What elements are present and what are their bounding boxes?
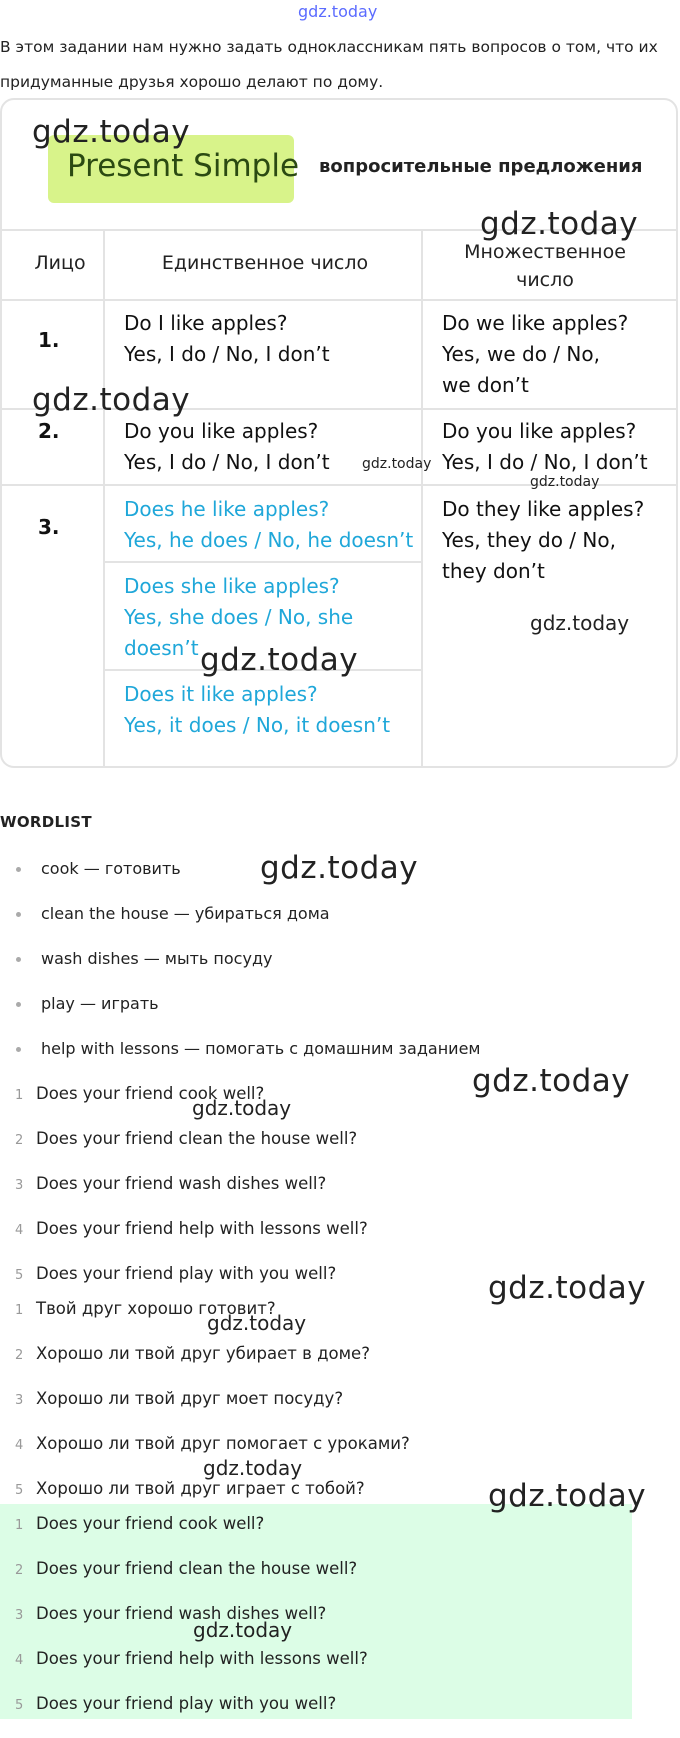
list-item: 4 Does your friend help with lessons well? [15, 1649, 368, 1668]
watermark: gdz.today [192, 1096, 292, 1120]
singular-cell-he: Does he like apples? Yes, he does / No, he doesn’t [124, 497, 414, 552]
present-simple-label: Present Simple [67, 148, 300, 184]
list-item: 1 Does your friend cook well? [15, 1514, 265, 1533]
list-item: 5 Does your friend play with you well? [15, 1694, 337, 1713]
list-item: 1 Твой друг хорошо готовит? [15, 1299, 276, 1318]
watermark: gdz.today [203, 1456, 303, 1480]
watermark: gdz.today [362, 456, 432, 472]
list-item: cook — готовить [0, 858, 480, 903]
singular-cell-1: Do I like apples? Yes, I do / No, I don’t [124, 311, 330, 366]
list-item: play — играть [0, 993, 480, 1038]
grammar-subtitle: вопросительные предложения [319, 156, 643, 177]
bullet-icon [16, 867, 21, 872]
bullet-icon [16, 1047, 21, 1052]
list-item: 3 Does your friend wash dishes well? [15, 1174, 327, 1193]
wordlist-title: WORDLIST [0, 813, 92, 831]
watermark: gdz.today [530, 474, 600, 490]
table-divider [104, 561, 422, 563]
watermark: gdz.today [193, 1618, 293, 1642]
table-column-divider [103, 229, 105, 766]
questions-russian [0, 1298, 410, 1523]
row-number: 3. [38, 515, 60, 539]
list-item: wash dishes — мыть посуду [0, 948, 480, 993]
watermark-top: gdz.today [298, 2, 378, 21]
list-item: 4 Does your friend help with lessons well? [15, 1219, 368, 1238]
row-number: 1. [38, 328, 60, 352]
table-column-divider [421, 229, 423, 766]
list-item: 2 Does your friend clean the house well? [15, 1129, 358, 1148]
watermark: gdz.today [530, 611, 630, 635]
bullet-icon [16, 1002, 21, 1007]
list-item: 4 Хорошо ли твой друг помогает с уроками? [15, 1434, 410, 1453]
plural-cell-1: Do we like apples? Yes, we do / No, we don’t [442, 311, 629, 397]
list-item: 5 Does your friend play with you well? [15, 1264, 337, 1283]
header-person: Лицо [34, 252, 86, 274]
row-number: 2. [38, 419, 60, 443]
plural-cell-2: Do you like apples? Yes, I do / No, I don’t [442, 419, 648, 474]
wordlist [0, 858, 480, 1083]
list-item: help with lessons — помогать с домашним заданием [0, 1038, 480, 1083]
list-item: 1 Does your friend cook well? [15, 1084, 265, 1103]
list-item: 3 Хорошо ли твой друг моет посуду? [15, 1389, 344, 1408]
watermark: gdz.today [260, 850, 419, 886]
bullet-icon [16, 957, 21, 962]
list-item: 5 Хорошо ли твой друг играет с тобой? [15, 1479, 365, 1498]
watermark: gdz.today [207, 1311, 307, 1335]
header-singular: Единственное число [161, 252, 369, 274]
singular-cell-it: Does it like apples? Yes, it does / No, it doesn’t [124, 682, 391, 737]
questions-english [0, 1083, 368, 1308]
singular-cell-she: Does she like apples? Yes, she does / No, she doesn’t [124, 574, 354, 660]
watermark: gdz.today [200, 642, 359, 678]
intro-text: В этом задании нам нужно задать одноклассникам пять вопросов о том, что их придуманные друзья хорошо делают по дому. [0, 38, 658, 91]
watermark: gdz.today [32, 114, 191, 150]
list-item: 2 Хорошо ли твой друг убирает в доме? [15, 1344, 370, 1363]
plural-cell-3: Do they like apples? Yes, they do / No, they don’t [442, 497, 645, 583]
watermark: gdz.today [488, 1478, 647, 1514]
list-item: clean the house — убираться дома [0, 903, 480, 948]
singular-cell-2: Do you like apples? Yes, I do / No, I don’t [124, 419, 330, 474]
header-plural: Множественное число [464, 241, 626, 291]
watermark: gdz.today [32, 382, 191, 418]
watermark: gdz.today [472, 1063, 631, 1099]
answer-list [0, 1513, 368, 1738]
watermark: gdz.today [488, 1270, 647, 1306]
watermark: gdz.today [480, 206, 639, 242]
bullet-icon [16, 912, 21, 917]
list-item: 3 Does your friend wash dishes well? [15, 1604, 327, 1623]
list-item: 2 Does your friend clean the house well? [15, 1559, 358, 1578]
